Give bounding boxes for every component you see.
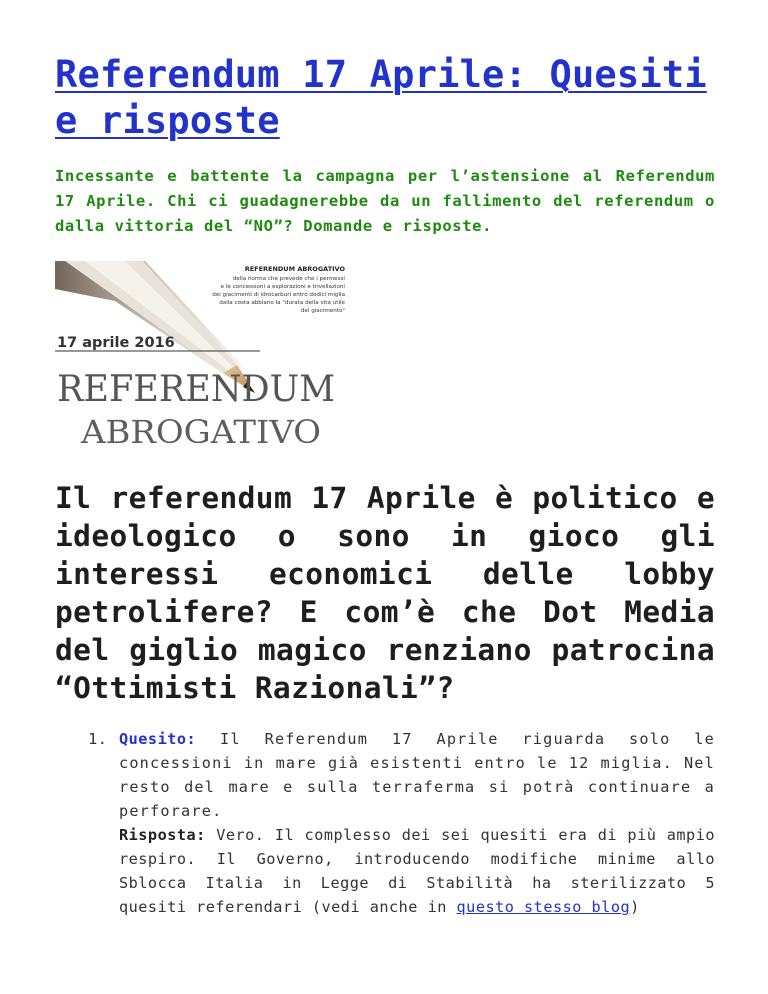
article-title [55,52,715,144]
image-big-line-1: REFERENDUM [57,369,335,410]
section-heading: Il referendum 17 Aprile è politico e ideologico o sono in gioco gli interessi economici delle lobby petrolifere? E com’è che Dot Media del giglio magico renziano patrocina “Ottimisti Razionali”? [55,481,715,705]
answer-tail: ) [630,898,640,916]
question-label: Quesito: [119,730,197,748]
image-caption-line: dalla costa abbiano la "durata della vita utile [219,300,345,306]
referendum-image [55,261,345,449]
image-date: 17 aprile 2016 [57,335,175,351]
list-item [117,727,715,919]
answer-text: Vero. Il complesso dei sei quesiti era di più ampio respiro. Il Governo, introducendo modifiche minime allo Sblocca Italia in Legge di Stabilità ha sterilizzato 5 quesiti referendari (vedi anche in [119,826,715,916]
referendum-pencil-graphic [55,261,345,449]
blog-link[interactable]: questo stesso blog [456,898,631,916]
question-text: Il Referendum 17 Aprile riguarda solo le concessioni in mare già esistenti entro le 12 miglia. Nel resto del mare e sulla terraferma si potrà continuare a perforare. [119,730,715,820]
qa-list [55,727,715,919]
image-header: REFERENDUM ABROGATIVO [244,265,345,273]
image-caption-line: e le concessioni a esplorazioni e trivellazioni [220,284,345,290]
image-caption-line: del giacimento" [300,308,345,314]
image-caption-line: dei giacimenti di idrocarburi entro dodici miglia [212,292,345,298]
image-caption-line: della norma che prevede che i permessi [232,276,345,282]
article [55,52,715,919]
answer-label: Risposta: [119,826,206,844]
image-big-line-2: ABROGATIVO [79,413,321,449]
article-lead: Incessante e battente la campagna per l’astensione al Referendum 17 Aprile. Chi ci guadagnerebbe da un fallimento del referendum o dalla vittoria del “NO”? Domande e risposte. [55,167,715,235]
article-title-link[interactable]: Referendum 17 Aprile: Quesiti e risposte [55,53,707,142]
